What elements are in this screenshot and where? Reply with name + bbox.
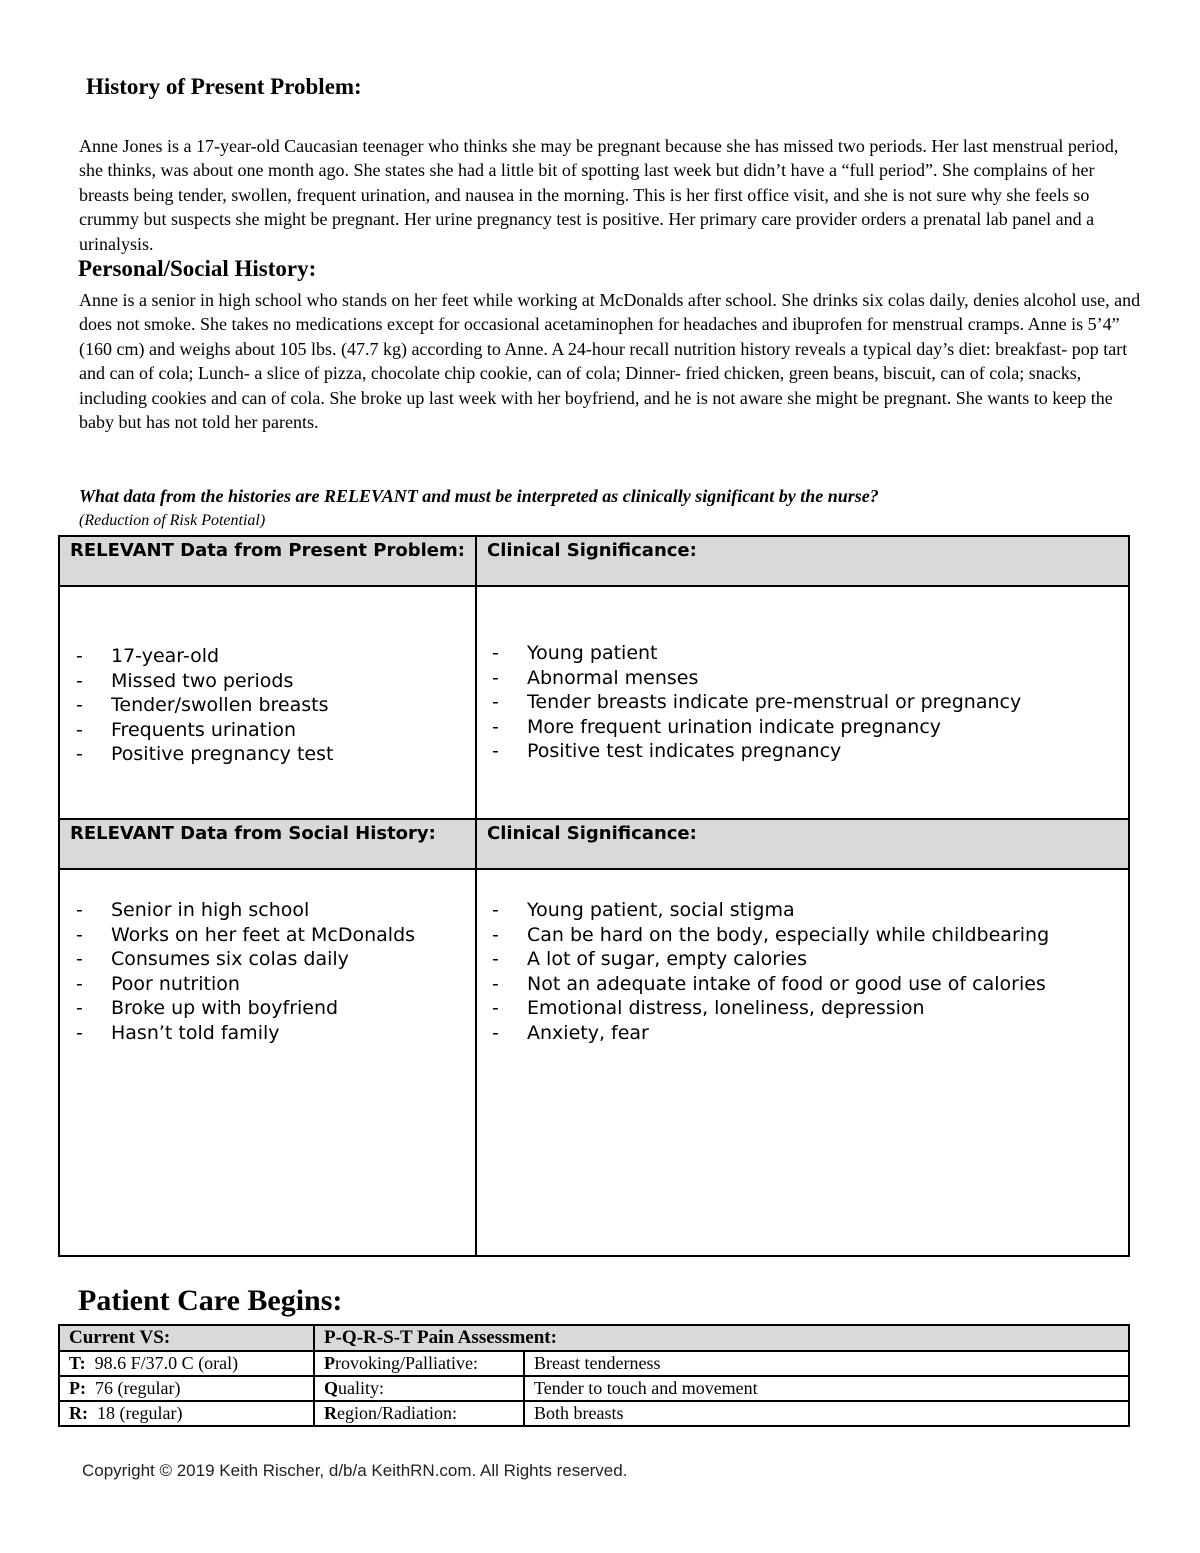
pain-letter: R xyxy=(324,1403,337,1423)
pain-label-cell xyxy=(314,1376,524,1401)
pain-label-cell xyxy=(314,1401,524,1426)
copyright-notice: Copyright © 2019 Keith Rischer, d/b/a KeithRN.com. All Rights reserved. xyxy=(82,1461,628,1480)
list-item: - Young patient, social stigma xyxy=(492,898,1049,923)
present-significance-list xyxy=(492,641,1021,764)
pain-assessment-header: P-Q-R-S-T Pain Assessment: xyxy=(314,1325,1129,1351)
vs-cell xyxy=(59,1376,314,1401)
list-item: - Broke up with boyfriend xyxy=(76,996,415,1021)
list-item: - Poor nutrition xyxy=(76,972,415,997)
list-item: - More frequent urination indicate pregnancy xyxy=(492,715,1021,740)
pain-value: Tender to touch and movement xyxy=(524,1376,1129,1401)
vs-value: 98.6 F/37.0 C (oral) xyxy=(94,1353,239,1373)
list-item: - Works on her feet at McDonalds xyxy=(76,923,415,948)
pain-label: rovoking/Palliative: xyxy=(335,1353,478,1373)
vital-signs-table xyxy=(58,1324,1130,1427)
list-item: - Anxiety, fear xyxy=(492,1021,1049,1046)
vs-value: 76 (regular) xyxy=(95,1378,181,1398)
vs-cell xyxy=(59,1351,314,1376)
social-significance-list xyxy=(492,898,1049,1046)
table-row xyxy=(59,1376,1129,1401)
list-item: - Young patient xyxy=(492,641,1021,666)
present-data-header: RELEVANT Data from Present Problem: xyxy=(60,537,475,585)
present-data-list xyxy=(76,644,333,767)
pain-label: egion/Radiation: xyxy=(337,1403,457,1423)
pain-value: Breast tenderness xyxy=(524,1351,1129,1376)
list-item: - Positive test indicates pregnancy xyxy=(492,739,1021,764)
vs-label: R: xyxy=(69,1403,88,1423)
patient-care-heading: Patient Care Begins: xyxy=(78,1284,343,1317)
list-item: - Positive pregnancy test xyxy=(76,742,333,767)
list-item: - Hasn’t told family xyxy=(76,1021,415,1046)
relevant-data-table xyxy=(58,535,1130,1257)
list-item: - 17-year-old xyxy=(76,644,333,669)
list-item: - Tender breasts indicate pre-menstrual or pregnancy xyxy=(492,690,1021,715)
list-item: - Frequents urination xyxy=(76,718,333,743)
social-significance-header: Clinical Significance: xyxy=(477,820,1128,868)
vs-cell xyxy=(59,1401,314,1426)
social-data-header: RELEVANT Data from Social History: xyxy=(60,820,475,868)
vs-label: P: xyxy=(69,1378,86,1398)
list-item: - Abnormal menses xyxy=(492,666,1021,691)
pain-letter: Q xyxy=(324,1378,339,1398)
pain-label: uality: xyxy=(338,1378,385,1398)
current-vs-header: Current VS: xyxy=(59,1325,314,1351)
vs-value: 18 (regular) xyxy=(97,1403,183,1423)
table-header-row xyxy=(59,1325,1129,1351)
list-item: - Missed two periods xyxy=(76,669,333,694)
list-item: - Emotional distress, loneliness, depression xyxy=(492,996,1049,1021)
present-significance-header: Clinical Significance: xyxy=(477,537,1128,585)
pain-label-cell xyxy=(314,1351,524,1376)
history-present-text: Anne Jones is a 17-year-old Caucasian teenager who thinks she may be pregnant because she has missed two periods. Her last menstrual period, she thinks, was about one month ago. She states she had a little bit of spotting last week but didn’t have a “full period”. She complains of her breasts being tender, swollen, frequent urination, and nausea in the morning. This is her first office visit, and she is not sure why she feels so crummy but suspects she might be pregnant. Her urine pregnancy test is positive. Her primary care provider orders a prenatal lab panel and a urinalysis. xyxy=(79,136,1119,254)
personal-social-text: Anne is a senior in high school who stands on her feet while working at McDonalds after school. She drinks six colas daily, denies alcohol use, and does not smoke. She takes no medications except for occasional acetaminophen for headaches and ibuprofen for menstrual cramps. Anne is 5’4” (160 cm) and weighs about 105 lbs. (47.7 kg) according to Anne. A 24-hour recall nutrition history reveals a typical day’s diet: breakfast- pop tart and can of cola; Lunch- a slice of pizza, chocolate chip cookie, can of cola; Dinner- fried chicken, green beans, biscuit, can of cola; snacks, including cookies and can of cola. She broke up last week with her boyfriend, and he is not aware she might be pregnant. She wants to keep the baby but has not told her parents. xyxy=(79,290,1141,433)
pain-value: Both breasts xyxy=(524,1401,1129,1426)
list-item: - Not an adequate intake of food or good use of calories xyxy=(492,972,1049,997)
table-row xyxy=(59,1351,1129,1376)
list-item: - Consumes six colas daily xyxy=(76,947,415,972)
history-present-heading: History of Present Problem: xyxy=(86,74,362,99)
list-item: - A lot of sugar, empty calories xyxy=(492,947,1049,972)
list-item: - Tender/swollen breasts xyxy=(76,693,333,718)
list-item: - Can be hard on the body, especially while childbearing xyxy=(492,923,1049,948)
vs-label: T: xyxy=(69,1353,86,1373)
relevance-question: What data from the histories are RELEVANT and must be interpreted as clinically significant by the nurse? xyxy=(79,486,879,506)
relevance-subtext: (Reduction of Risk Potential) xyxy=(79,512,266,529)
social-data-list xyxy=(76,898,415,1046)
table-row xyxy=(59,1401,1129,1426)
pain-letter: P xyxy=(324,1353,335,1373)
personal-social-heading: Personal/Social History: xyxy=(78,256,317,281)
list-item: - Senior in high school xyxy=(76,898,415,923)
